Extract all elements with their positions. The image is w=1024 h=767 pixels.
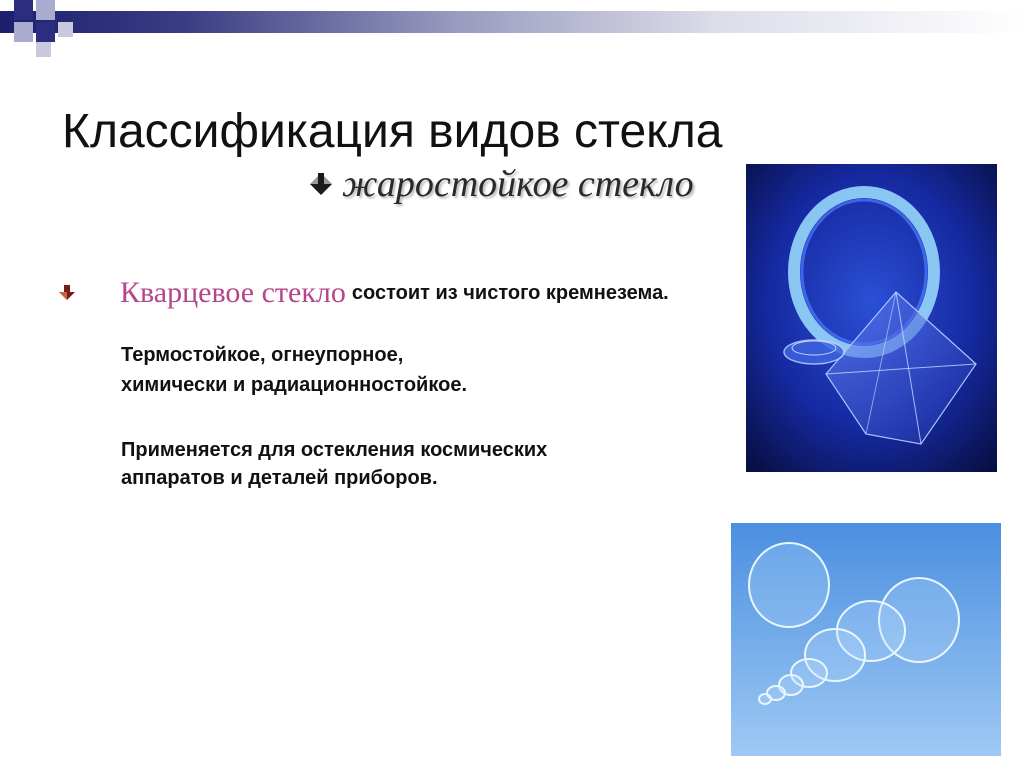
arrow-down-icon xyxy=(58,285,76,301)
decor-square xyxy=(58,22,73,37)
quartz-ring-prism-image xyxy=(746,164,997,472)
application-line-1: Применяется для остекления космических xyxy=(121,439,548,461)
decor-square xyxy=(36,42,51,57)
top-decorative-band xyxy=(0,11,1024,33)
quartz-description: состоит из чистого кремнезема. xyxy=(351,281,669,304)
paragraph-application xyxy=(121,436,547,492)
slide-title: Классификация видов стекла xyxy=(62,105,723,158)
decor-square xyxy=(36,0,55,20)
application-line-2: аппаратов и деталей приборов. xyxy=(121,467,438,489)
properties-line-2: химически и радиационностойкое. xyxy=(121,374,467,396)
decor-square xyxy=(14,0,33,20)
paragraph-quartz xyxy=(58,276,748,310)
slide-subtitle: жаростойкое стекло xyxy=(342,163,694,205)
paragraph-properties xyxy=(121,340,467,400)
decor-square xyxy=(36,22,55,42)
decor-square xyxy=(14,22,33,42)
quartz-glass-term: Кварцевое стекло xyxy=(120,276,346,309)
arrow-diamond-icon xyxy=(306,169,336,199)
subtitle-row xyxy=(306,162,694,206)
properties-line-1: Термостойкое, огнеупорное, xyxy=(121,344,404,366)
quartz-lenses-image xyxy=(731,523,1001,756)
